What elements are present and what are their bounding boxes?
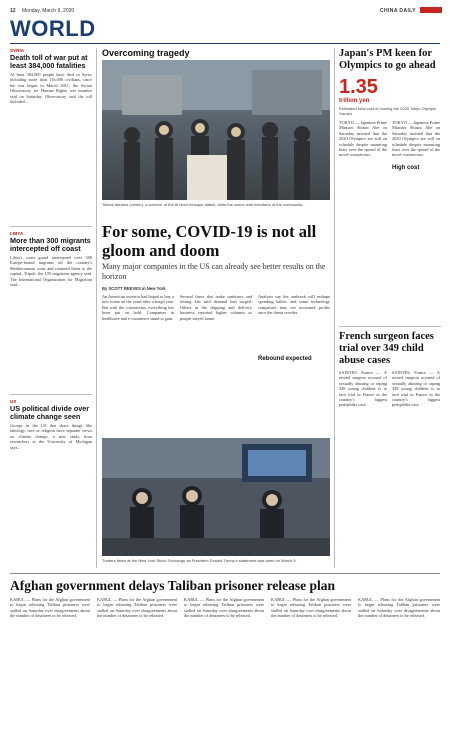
column-divider [96,48,97,568]
section-title: WORLD [10,16,96,41]
afghan-headline: Afghan government delays Taliban prisoner release plan [10,578,336,593]
brief-kicker: SYRIA [10,48,25,53]
story-byline: By SCOTT REEVES in New York [102,286,166,291]
afghan-col-3: KABUL — Plans for the Afghan government to begin releasing Taliban prisoners were stalled on Saturday over disagreements about the number of detainees to be released. [184,597,264,619]
afghan-col-4: KABUL — Plans for the Afghan government to begin releasing Taliban prisoners were stalled on Saturday over disagreements about the number of detainees to be released. [271,597,351,619]
brief-divider [10,394,92,395]
story-column-1: An American investor had hoped to buy a new home on the coast after a tough year. But with the coronavirus, everything has been put on hold. Companies in healthcare and e-commerce stand to gain. [102,294,174,321]
japan-col-2 [392,120,440,320]
japan-col-2-text: TOKYO — Japanese Prime Minister Shinzo Abe on Saturday insisted that the 2020 Olympics are still on schedule despite mounting fears over the spread of the novel coronavirus. [392,120,440,158]
brief-text: At least 384,000 people have died in Syria, including more than 116,000 civilians, since the war began in March 2011, the Syrian Observatory for Human Rights war monitor said on Saturday. Observatory said the toll included... [10,72,92,105]
stat-number: 1.35 [339,76,378,98]
stock-exchange-photo [102,438,330,556]
stat-unit: trillion yen [339,98,370,104]
traders-illustration [102,438,330,556]
brief-headline: More than 300 migrants intercepted off coast [10,236,91,253]
story-headline: For some, COVID-19 is not all gloom and doom [102,222,317,260]
japan-subhead: High cost [392,165,420,171]
story-divider [339,326,441,327]
brief-divider [10,226,92,227]
brief-kicker: LIBYA [10,231,24,236]
page-number: 12 [10,8,16,14]
paper-logo-icon [420,7,442,13]
france-headline: French surgeon faces trial over 349 child abuse cases [339,331,434,366]
briefs-column [10,48,92,570]
stat-caption: Estimated total cost of hosting the 2020 Tokyo Olympic Games [339,106,437,116]
japan-headline: Japan's PM keen for Olympics to go ahead [339,48,436,71]
brief-item [10,399,92,573]
brief-text: Libya's coast guard intercepted over 300 Europe-bound migrants off the country's Mediterranean coast and returned them to the capital, Tripoli, the UN migration agency said. The International Organization for Migration said... [10,255,92,288]
bottom-divider [10,573,440,574]
afghan-col-2: KABUL — Plans for the Afghan government to begin releasing Taliban prisoners were stalled on Saturday over disagreements about the number of detainees to be released. [97,597,177,619]
brief-item [10,48,92,222]
middle-story-label: Overcoming tragedy [102,48,190,58]
paper-name: CHINA DAILY [380,8,416,14]
france-text: SAINTES, France — A retired surgeon accused of sexually abusing or raping 349 young children is to face trial in France in the country's biggest pedophilia case. [339,370,387,408]
bottom-photo-caption: Traders listen at the New York Stock Exchange as President Donald Trump's statement was aired on March 9. [102,558,297,563]
story-subhead: Rebound expected [258,356,312,362]
brief-text: Groups in the US that share things like ideology, race or religion have separate views on climate change, a new study from researchers at the University of Michigan says... [10,423,92,450]
afghan-col-5: KABUL — Plans for the Afghan government to begin releasing Taliban prisoners were stalled on Saturday over disagreements about the number of detainees to be released. [358,597,440,619]
story-column-2: Several firms that make sanitizers and testing kits said demand had surged. Others in the shipping and delivery business reported higher volumes as people stayed home. [180,294,252,321]
brief-kicker: US [10,399,17,404]
crowd-illustration [102,60,330,200]
mosque-photo [102,60,330,200]
brief-headline: Death toll of war put at least 384,000 fatalities [10,53,88,70]
masthead-divider [10,43,440,44]
story-deck: Many major companies in the US can already see better results on the horizon [102,262,326,281]
story-column-3-text: Analysts say the outbreak will reshape spending habits, and some technology companies may see increased profits once the threat recedes. [258,294,330,316]
japan-text: TOKYO — Japanese Prime Minister Shinzo Abe on Saturday insisted that the 2020 Olympics are still on schedule despite mounting fears over the spread of the novel coronavirus. [339,120,387,158]
afghan-col-1: KABUL — Plans for the Afghan government to begin releasing Taliban prisoners were stalled on Saturday over disagreements about the number of detainees to be released. [10,597,90,619]
page-date: Monday, March 9, 2020 [22,8,75,14]
column-divider [334,48,335,568]
brief-item [10,231,92,390]
story-column-3 [258,294,330,434]
photo-caption: Tsheal Abrams (center), a survivor of the Al Noor mosque attack, visits the scene with members of the community... [102,202,306,207]
france-text-col-2: SAINTES, France — A retired surgeon accused of sexually abusing or raping 349 young children is to face trial in France in the country's biggest pedophilia case. [392,370,440,408]
brief-headline: US political divide over climate change seen [10,404,90,421]
